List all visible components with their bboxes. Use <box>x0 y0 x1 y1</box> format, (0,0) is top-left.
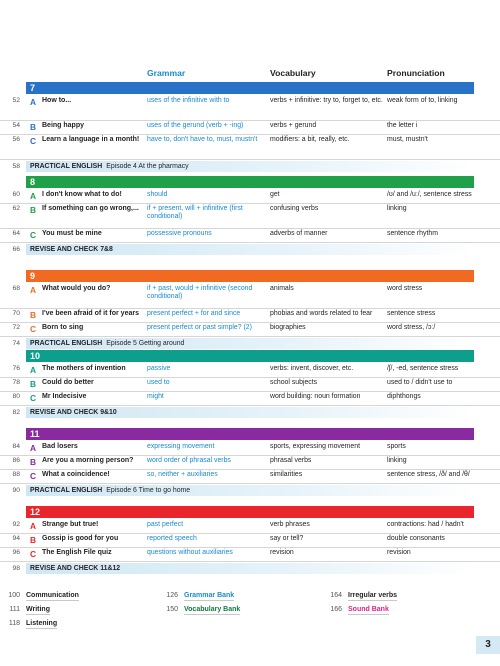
bottom-link[interactable] <box>322 606 389 615</box>
pe-band <box>26 338 474 349</box>
vocabulary-cell: school subjects <box>270 379 318 386</box>
lesson-page: 78 <box>12 379 20 386</box>
lesson-page: 84 <box>12 443 20 450</box>
lesson-row[interactable] <box>0 97 500 121</box>
lesson-letter: C <box>30 136 37 146</box>
unit-header: 12 <box>26 506 474 518</box>
lesson-letter: A <box>30 443 37 453</box>
grammar-cell: so, neither + auxiliaries <box>147 471 218 478</box>
vocabulary-cell: biographies <box>270 324 306 331</box>
lesson-letter: B <box>30 122 37 132</box>
lesson-row[interactable] <box>0 230 500 243</box>
column-header-grammar: Grammar <box>147 68 186 78</box>
bottom-link-label: Sound Bank <box>348 606 389 613</box>
lesson-page: 52 <box>12 97 20 104</box>
grammar-cell: past perfect <box>147 521 184 528</box>
lesson-page: 72 <box>12 324 20 331</box>
lesson-letter: B <box>30 205 37 215</box>
pronunciation-cell: sentence stress, /ð/ and /θ/ <box>387 471 470 478</box>
pronunciation-cell: word stress, /ɔː/ <box>387 324 436 331</box>
lesson-letter: C <box>30 549 37 559</box>
bottom-link-page: 111 <box>9 606 20 613</box>
lesson-row[interactable] <box>0 443 500 456</box>
lesson-row[interactable] <box>0 136 500 160</box>
lesson-title: You must be mine <box>42 230 102 237</box>
vocabulary-cell: get <box>270 191 280 198</box>
vocabulary-cell: verbs + gerund <box>270 122 317 129</box>
lesson-title: What a coincidence! <box>42 471 110 478</box>
column-header-pronunciation: Pronunciation <box>387 68 445 78</box>
vocabulary-cell: phrasal verbs <box>270 457 312 464</box>
lesson-letter: C <box>30 471 37 481</box>
grammar-cell: if + present, will + infinitive (first conditional) <box>147 205 243 220</box>
grammar-cell: have to, don't have to, must, mustn't <box>147 136 258 143</box>
lesson-title: Mr Indecisive <box>42 393 87 400</box>
grammar-cell: should <box>147 191 168 198</box>
vocabulary-cell: confusing verbs <box>270 205 319 212</box>
lesson-row[interactable] <box>0 471 500 484</box>
bottom-link-label: Vocabulary Bank <box>184 606 241 613</box>
lesson-row[interactable] <box>0 310 500 323</box>
unit-header: 7 <box>26 82 474 94</box>
pe-label: PRACTICAL ENGLISH <box>30 163 103 170</box>
grammar-cell: used to <box>147 379 170 386</box>
lesson-row[interactable] <box>0 285 500 309</box>
page-number: 3 <box>476 636 500 654</box>
grammar-cell: might <box>147 393 164 400</box>
pe-label: REVISE AND CHECK 9&10 <box>30 409 117 416</box>
pe-text: Episode 6 Time to go home <box>106 487 191 494</box>
bottom-link-label: Irregular verbs <box>348 592 398 599</box>
pronunciation-cell: weak form of to, linking <box>387 97 458 104</box>
lesson-page: 56 <box>12 136 20 143</box>
lesson-row[interactable] <box>0 365 500 378</box>
grammar-cell: expressing movement <box>147 443 215 450</box>
vocabulary-cell: verbs: invent, discover, etc. <box>270 365 354 372</box>
bottom-link-page: 100 <box>8 592 20 599</box>
pe-label: PRACTICAL ENGLISH <box>30 487 103 494</box>
pe-band <box>26 563 474 574</box>
vocabulary-cell: phobias and words related to fear <box>270 310 373 317</box>
bottom-link[interactable] <box>322 592 397 601</box>
grammar-cell: reported speech <box>147 535 197 542</box>
lesson-title: Being happy <box>42 122 85 129</box>
practical-english-row[interactable] <box>0 244 500 255</box>
grammar-cell: word order of phrasal verbs <box>147 457 231 464</box>
vocabulary-cell: verbs + infinitive: try to, forget to, etc. <box>270 97 383 104</box>
pe-page: 74 <box>12 340 20 347</box>
lesson-letter: A <box>30 191 37 201</box>
practical-english-row[interactable] <box>0 485 500 496</box>
lesson-row[interactable] <box>0 521 500 534</box>
bottom-link-page: 126 <box>166 592 178 599</box>
lesson-page: 70 <box>12 310 20 317</box>
lesson-page: 86 <box>12 457 20 464</box>
unit-header: 9 <box>26 270 474 282</box>
lesson-page: 96 <box>12 549 20 556</box>
lesson-title: How to... <box>42 97 72 104</box>
column-header-vocabulary: Vocabulary <box>270 68 316 78</box>
lesson-row[interactable] <box>0 122 500 135</box>
lesson-title: I don't know what to do! <box>42 191 122 198</box>
bottom-link-page: 118 <box>8 620 20 627</box>
pronunciation-cell: contractions: had / hadn't <box>387 521 464 528</box>
pe-text: Episode 5 Getting around <box>106 340 185 347</box>
vocabulary-cell: adverbs of manner <box>270 230 328 237</box>
lesson-row[interactable] <box>0 535 500 548</box>
unit-header: 10 <box>26 350 474 362</box>
bottom-link-page: 166 <box>330 606 342 613</box>
pe-band <box>26 485 474 496</box>
lesson-page: 60 <box>12 191 20 198</box>
practical-english-row[interactable] <box>0 563 500 574</box>
vocabulary-cell: word building: noun formation <box>270 393 361 400</box>
lesson-row[interactable] <box>0 379 500 392</box>
pe-page: 98 <box>12 565 20 572</box>
vocabulary-cell: modifiers: a bit, really, etc. <box>270 136 350 143</box>
pe-page: 58 <box>12 163 20 170</box>
unit-header: 8 <box>26 176 474 188</box>
bottom-link[interactable] <box>0 620 57 629</box>
vocabulary-cell: animals <box>270 285 294 292</box>
bottom-link-page: 150 <box>166 606 178 613</box>
lesson-page: 64 <box>12 230 20 237</box>
pronunciation-cell: must, mustn't <box>387 136 428 143</box>
practical-english-row[interactable] <box>0 161 500 172</box>
grammar-cell: if + past, would + infinitive (second conditional) <box>147 285 253 300</box>
lesson-title: Gossip is good for you <box>42 535 119 542</box>
grammar-cell: present perfect or past simple? (2) <box>147 324 252 331</box>
pronunciation-cell: revision <box>387 549 411 556</box>
practical-english-row[interactable] <box>0 407 500 418</box>
lesson-row[interactable] <box>0 549 500 562</box>
lesson-page: 92 <box>12 521 20 528</box>
lesson-page: 94 <box>12 535 20 542</box>
bottom-link[interactable] <box>158 606 240 615</box>
bottom-link-label: Communication <box>26 592 79 599</box>
pronunciation-cell: sports <box>387 443 406 450</box>
lesson-title: Could do better <box>42 379 94 386</box>
lesson-title: Strange but true! <box>42 521 99 528</box>
lesson-letter: A <box>30 365 37 375</box>
lesson-page: 80 <box>12 393 20 400</box>
lesson-letter: C <box>30 230 37 240</box>
lesson-page: 54 <box>12 122 20 129</box>
bottom-link-label: Listening <box>26 620 58 627</box>
pronunciation-cell: the letter i <box>387 122 418 129</box>
lesson-row[interactable] <box>0 205 500 229</box>
bottom-link-label: Grammar Bank <box>184 592 235 599</box>
lesson-row[interactable] <box>0 324 500 337</box>
pe-page: 66 <box>12 246 20 253</box>
grammar-cell: possessive pronouns <box>147 230 212 237</box>
lesson-title: Bad losers <box>42 443 78 450</box>
pe-page: 82 <box>12 409 20 416</box>
bottom-link-label: Writing <box>26 606 50 613</box>
pe-band <box>26 407 474 418</box>
pe-label: REVISE AND CHECK 7&8 <box>30 246 113 253</box>
pe-text: Episode 4 At the pharmacy <box>106 163 189 170</box>
vocabulary-cell: sports, expressing movement <box>270 443 360 450</box>
lesson-letter: A <box>30 521 37 531</box>
unit-header: 11 <box>26 428 474 440</box>
pronunciation-cell: used to / didn't use to <box>387 379 453 386</box>
bottom-link-page: 164 <box>330 592 342 599</box>
lesson-title: The English File quiz <box>42 549 112 556</box>
lesson-letter: C <box>30 393 37 403</box>
vocabulary-cell: say or tell? <box>270 535 304 542</box>
lesson-title: The mothers of invention <box>42 365 126 372</box>
pronunciation-cell: sentence stress <box>387 310 436 317</box>
lesson-page: 76 <box>12 365 20 372</box>
pronunciation-cell: /ʃ/, -ed, sentence stress <box>387 365 459 372</box>
bottom-link[interactable] <box>158 592 234 601</box>
practical-english-row[interactable] <box>0 338 500 349</box>
lesson-letter: B <box>30 379 37 389</box>
lesson-title: Learn a language in a month! <box>42 136 140 143</box>
lesson-title: What would you do? <box>42 285 111 292</box>
grammar-cell: uses of the infinitive with to <box>147 97 230 104</box>
lesson-title: Are you a morning person? <box>42 457 134 464</box>
pe-band <box>26 161 474 172</box>
lesson-title: If something can go wrong,... <box>42 205 139 212</box>
grammar-cell: present perfect + for and since <box>147 310 241 317</box>
lesson-row[interactable] <box>0 457 500 470</box>
pronunciation-cell: linking <box>387 205 407 212</box>
lesson-letter: B <box>30 310 37 320</box>
lesson-page: 88 <box>12 471 20 478</box>
pe-label: REVISE AND CHECK 11&12 <box>30 565 121 572</box>
lesson-row[interactable] <box>0 393 500 406</box>
pronunciation-cell: /ʊ/ and /uː/, sentence stress <box>387 191 472 198</box>
lesson-letter: A <box>30 285 37 295</box>
lesson-page: 62 <box>12 205 20 212</box>
pe-label: PRACTICAL ENGLISH <box>30 340 103 347</box>
grammar-cell: questions without auxiliaries <box>147 549 233 556</box>
lesson-letter: B <box>30 457 37 467</box>
lesson-letter: A <box>30 97 37 107</box>
vocabulary-cell: revision <box>270 549 294 556</box>
vocabulary-cell: verb phrases <box>270 521 310 528</box>
lesson-letter: B <box>30 535 37 545</box>
pe-page: 90 <box>12 487 20 494</box>
lesson-title: I've been afraid of it for years <box>42 310 139 317</box>
pronunciation-cell: double consonants <box>387 535 445 542</box>
pronunciation-cell: linking <box>387 457 407 464</box>
bottom-link[interactable] <box>0 606 50 615</box>
lesson-letter: C <box>30 324 37 334</box>
lesson-page: 68 <box>12 285 20 292</box>
lesson-title: Born to sing <box>42 324 84 331</box>
grammar-cell: uses of the gerund (verb + -ing) <box>147 122 244 129</box>
pronunciation-cell: word stress <box>387 285 423 292</box>
lesson-row[interactable] <box>0 191 500 204</box>
grammar-cell: passive <box>147 365 171 372</box>
bottom-link[interactable] <box>0 592 79 601</box>
pe-band <box>26 244 474 255</box>
pronunciation-cell: diphthongs <box>387 393 421 400</box>
vocabulary-cell: similarities <box>270 471 303 478</box>
pronunciation-cell: sentence rhythm <box>387 230 438 237</box>
